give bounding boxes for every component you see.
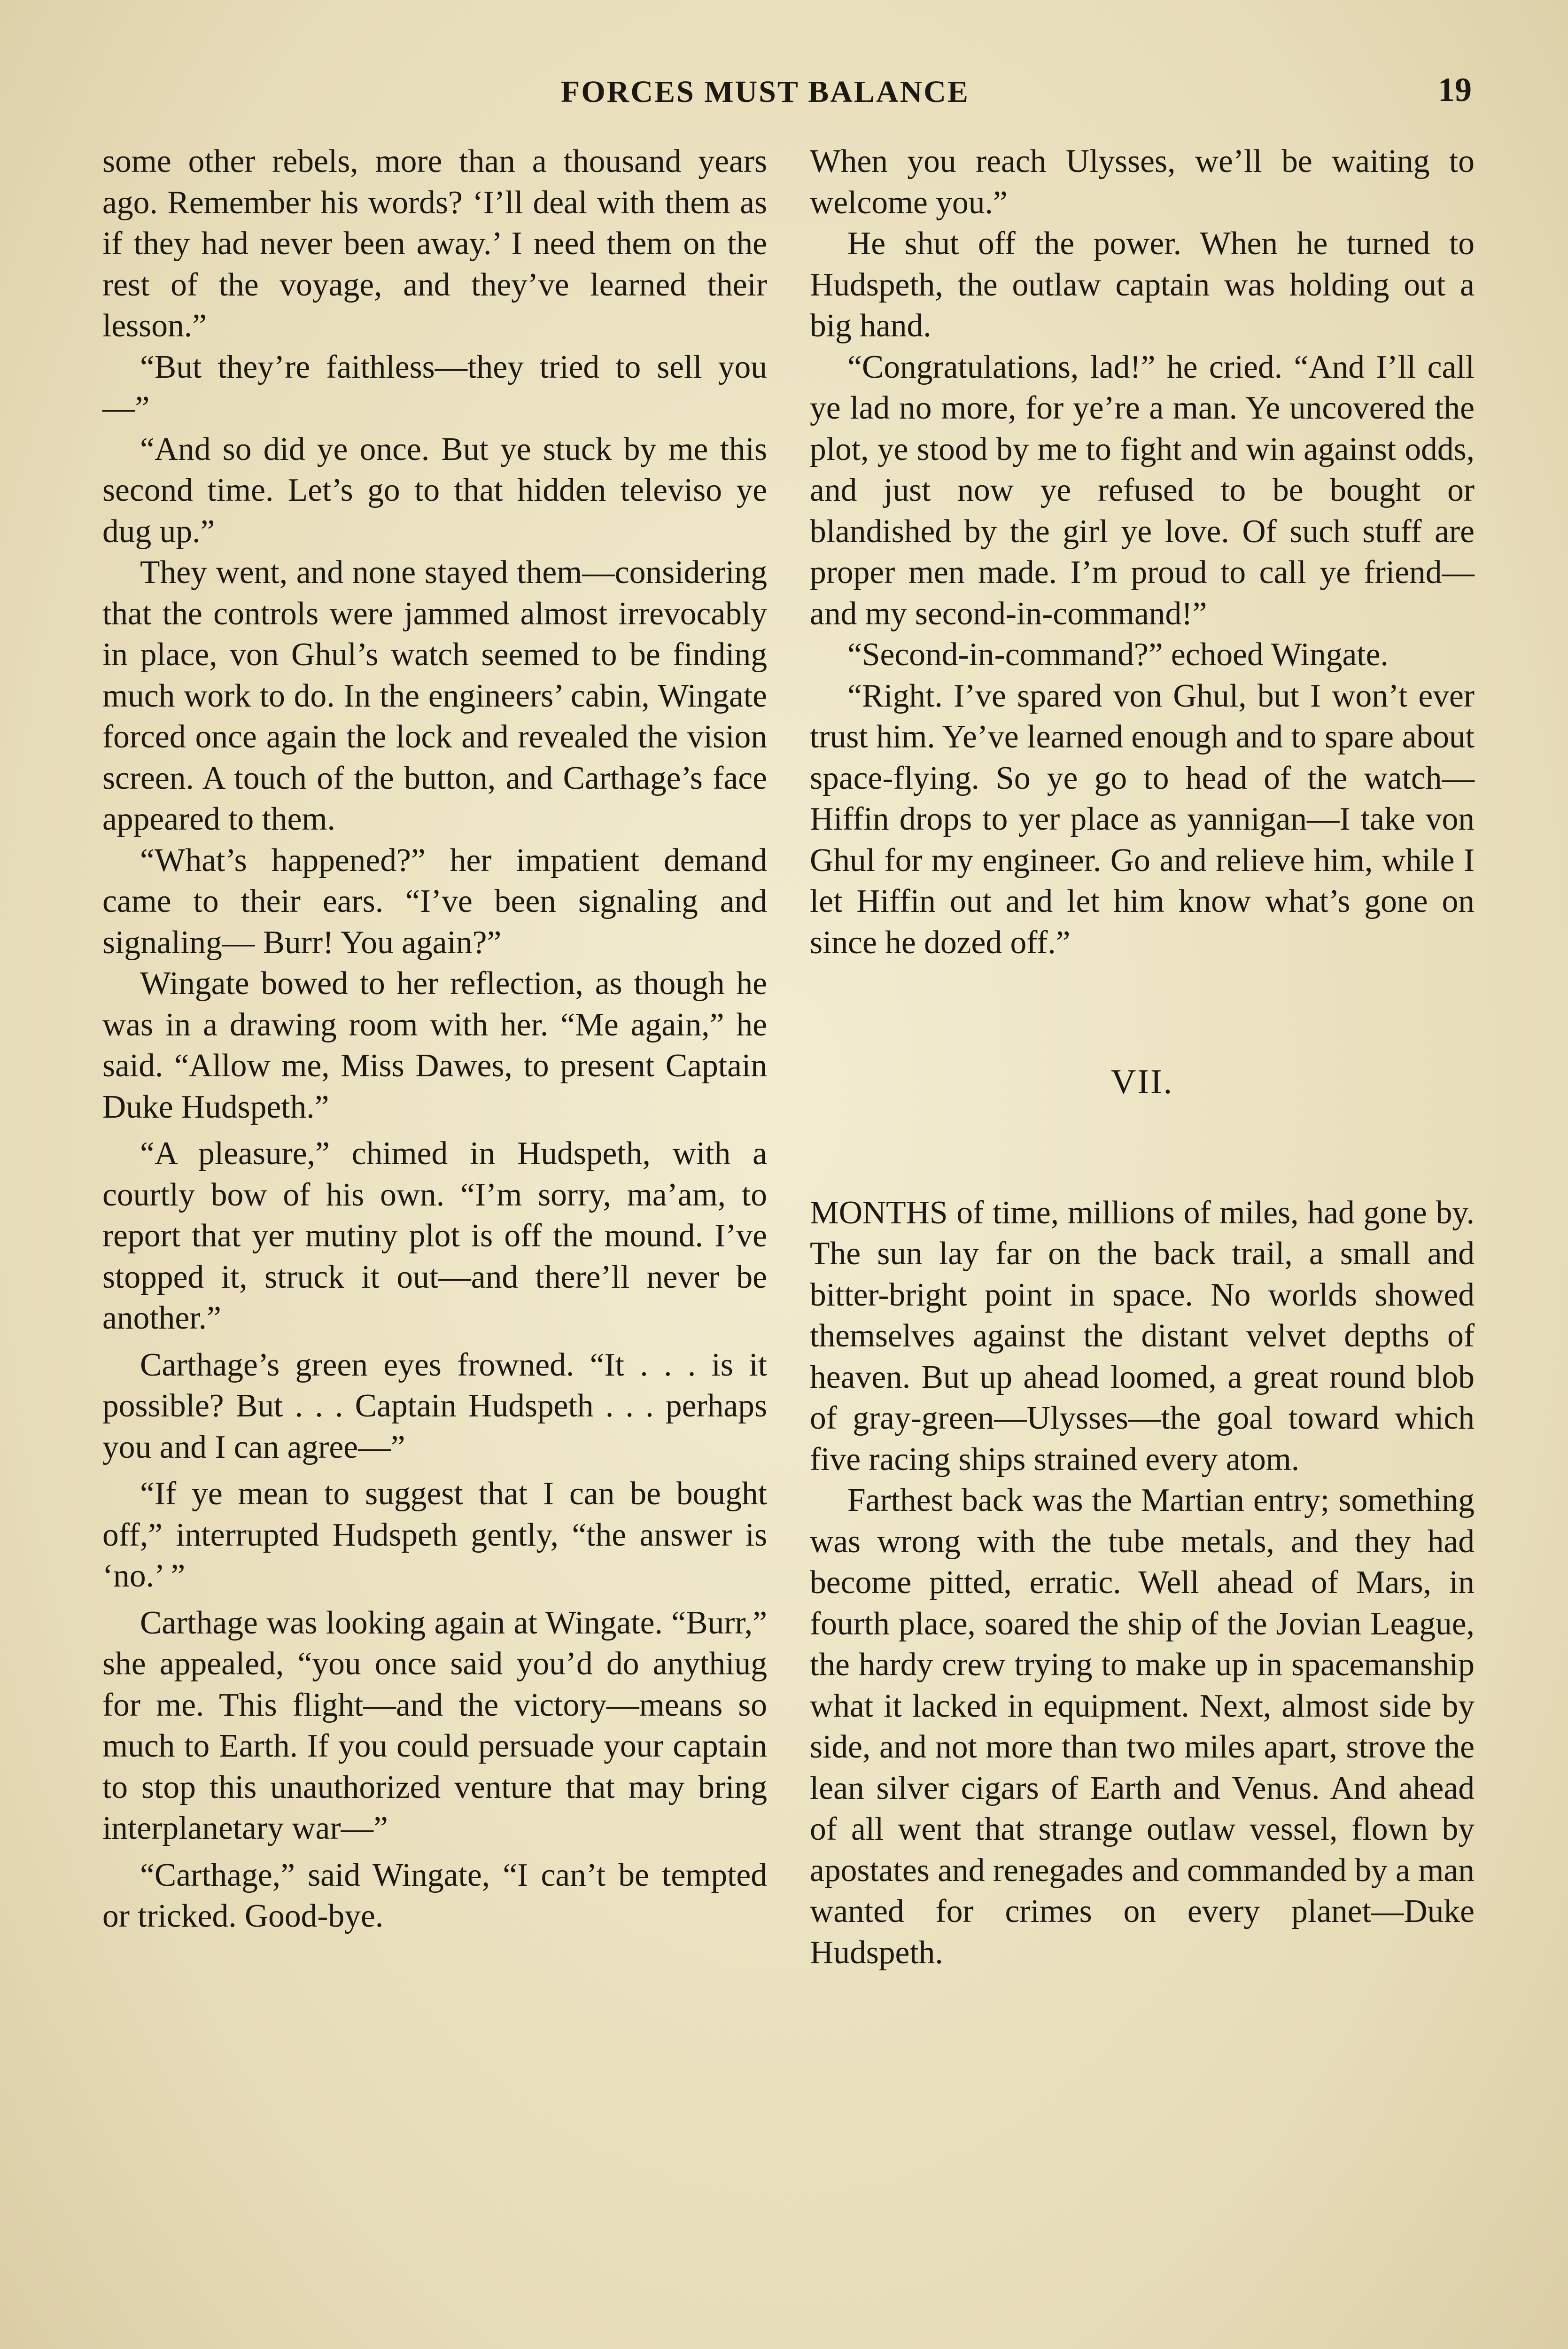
paragraph: “Congratulations, lad!” he cried. “And I’ll call ye lad no more, for ye’re a man. Ye uncovered the plot, ye stood by me to fight and win against odds, and just now ye refused to be bought or blandished by the girl ye love. Of such stuff are proper men made. I’m proud to call ye friend—and my second-in-command!” bbox=[810, 349, 1475, 632]
paragraph: “And so did ye once. But ye stuck by me this second time. Let’s go to that hidden televiso ye dug up.” bbox=[102, 431, 767, 550]
right-column bbox=[810, 141, 1475, 1973]
paragraph: MONTHS of time, millions of miles, had gone by. The sun lay far on the back trail, a small and bitter-bright point in space. No worlds showed themselves against the distant velvet depths of heaven. But up ahead loomed, a great round blob of gray-green—Ulysses—the goal toward which five racing ships strained every atom. bbox=[810, 1194, 1475, 1478]
paragraph: “What’s happened?” her impatient demand came to their ears. “I’ve been signaling and signaling— Burr! You again?” bbox=[102, 842, 767, 961]
running-head: FORCES MUST BALANCE bbox=[561, 75, 970, 109]
paragraph: Carthage was looking again at Wingate. “Burr,” she appealed, “you once said you’d do anythiug for me. This flight—and the victory—means so much to Earth. If you could persuade your captain to stop this unauthorized venture that may bring interplanetary war—” bbox=[102, 1604, 767, 1846]
paragraph: “Carthage,” said Wingate, “I can’t be tempted or tricked. Good-bye. bbox=[102, 1857, 767, 1934]
left-column bbox=[102, 141, 767, 1937]
paragraph: “A pleasure,” chimed in Hudspeth, with a courtly bow of his own. “I’m sorry, ma’am, to report that yer mutiny plot is off the mound. I’ve stopped it, struck it out—and there’ll never be another.” bbox=[102, 1136, 767, 1336]
paragraph: “If ye mean to suggest that I can be bought off,” interrupted Hudspeth gently, “the answer is ‘no.’ ” bbox=[102, 1476, 767, 1594]
paragraph: He shut off the power. When he turned to Hudspeth, the outlaw captain was holding out a big hand. bbox=[810, 226, 1475, 344]
section-heading: VII. bbox=[1110, 1063, 1174, 1101]
paragraph: “Right. I’ve spared von Ghul, but I won’t ever trust him. Ye’ve learned enough and to spare about space-flying. So ye go to head of the watch—Hiffin drops to yer place as yannigan—I take von Ghul for my engineer. Go and relieve him, while I let Hiffin out and let him know what’s gone on since he dozed off.” bbox=[810, 677, 1475, 961]
paragraph: “Second-in-command?” echoed Wingate. bbox=[847, 637, 1389, 673]
paragraph: “But they’re faithless—they tried to sell you—” bbox=[102, 349, 767, 426]
paragraph: When you reach Ulysses, we’ll be waiting to welcome you.” bbox=[810, 143, 1475, 221]
paragraph: some other rebels, more than a thousand years ago. Remember his words? ‘I’ll deal with them as if they had never been away.’ I need them on the rest of the voyage, and they’ve learned their lesson.” bbox=[102, 143, 767, 344]
paragraph: Wingate bowed to her reflection, as though he was in a drawing room with her. “Me again,” he said. “Allow me, Miss Dawes, to present Captain Duke Hudspeth.” bbox=[102, 965, 767, 1125]
paragraph: Farthest back was the Martian entry; something was wrong with the tube metals, and they had become pitted, erratic. Well ahead of Mars, in fourth place, soared the ship of the Jovian League, the hardy crew trying to make up in spacemanship what it lacked in equipment. Next, almost side by side, and not more than two miles apart, strove the lean silver cigars of Earth and Venus. And ahead of all went that strange outlaw vessel, flown by apostates and renegades and commanded by a man wanted for crimes on every planet—Duke Hudspeth. bbox=[810, 1482, 1475, 1971]
paragraph: Carthage’s green eyes frowned. “It . . . is it possible? But . . . Captain Hudspeth . . . perhaps you and I can agree—” bbox=[102, 1346, 767, 1465]
paragraph: They went, and none stayed them—considering that the controls were jammed almost irrevocably in place, von Ghul’s watch seemed to be finding much work to do. In the engineers’ cabin, Wingate forced once again the lock and revealed the vision screen. A touch of the button, and Carthage’s face appeared to them. bbox=[102, 554, 767, 837]
page-number: 19 bbox=[1438, 71, 1472, 109]
